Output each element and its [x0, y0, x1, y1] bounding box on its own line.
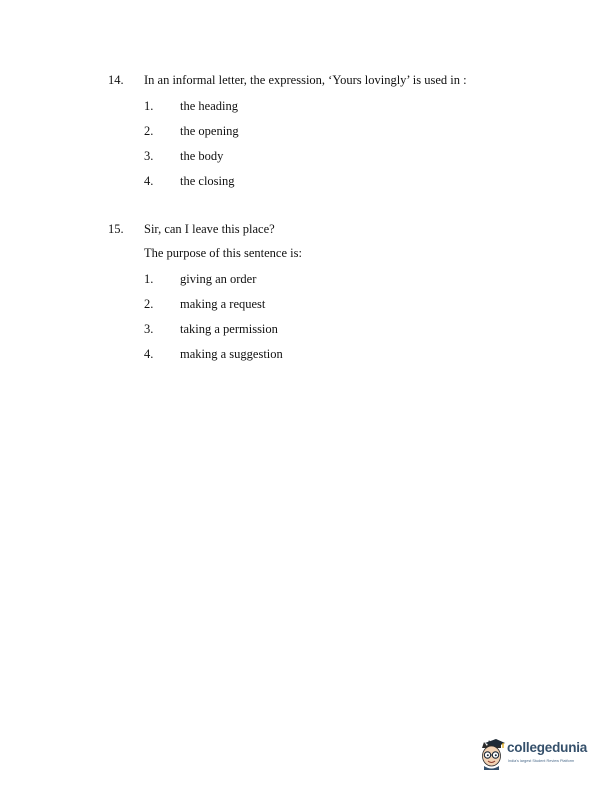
option-item [108, 294, 578, 319]
question-text: Sir, can I leave this place? [144, 222, 275, 236]
question-14-options [108, 96, 578, 196]
option-text: taking a permission [180, 322, 278, 336]
logo-tagline: India's largest Student Review Platform [508, 759, 575, 763]
option-item [108, 146, 578, 171]
option-text: the opening [180, 124, 239, 138]
option-number: 2. [144, 297, 154, 311]
logo-wordmark: collegedunia [507, 740, 588, 755]
option-text: the heading [180, 99, 238, 113]
option-item [108, 344, 578, 369]
option-number: 4. [144, 347, 154, 361]
option-item [108, 121, 578, 146]
option-item [108, 96, 578, 121]
question-15-subtext [108, 243, 578, 263]
option-item [108, 269, 578, 294]
question-text: In an informal letter, the expression, ‘Yours lovingly’ is used in : [144, 73, 467, 87]
option-item [108, 171, 578, 196]
option-item [108, 319, 578, 344]
option-number: 1. [144, 99, 154, 113]
option-number: 4. [144, 174, 154, 188]
option-text: making a suggestion [180, 347, 283, 361]
option-number: 3. [144, 149, 154, 163]
option-number: 1. [144, 272, 154, 286]
question-number: 14. [108, 73, 124, 87]
option-text: making a request [180, 297, 266, 311]
question-15-options [108, 269, 578, 369]
question-14 [108, 70, 578, 196]
option-number: 2. [144, 124, 154, 138]
question-15 [108, 219, 578, 369]
question-subtext: The purpose of this sentence is: [144, 246, 302, 260]
collegedunia-logo [478, 738, 596, 772]
question-15-stem [108, 219, 578, 239]
option-text: the body [180, 149, 224, 163]
option-number: 3. [144, 322, 154, 336]
option-text: giving an order [180, 272, 257, 286]
question-14-stem [108, 70, 578, 90]
mascot-icon [478, 738, 506, 770]
option-text: the closing [180, 174, 235, 188]
question-number: 15. [108, 222, 124, 236]
